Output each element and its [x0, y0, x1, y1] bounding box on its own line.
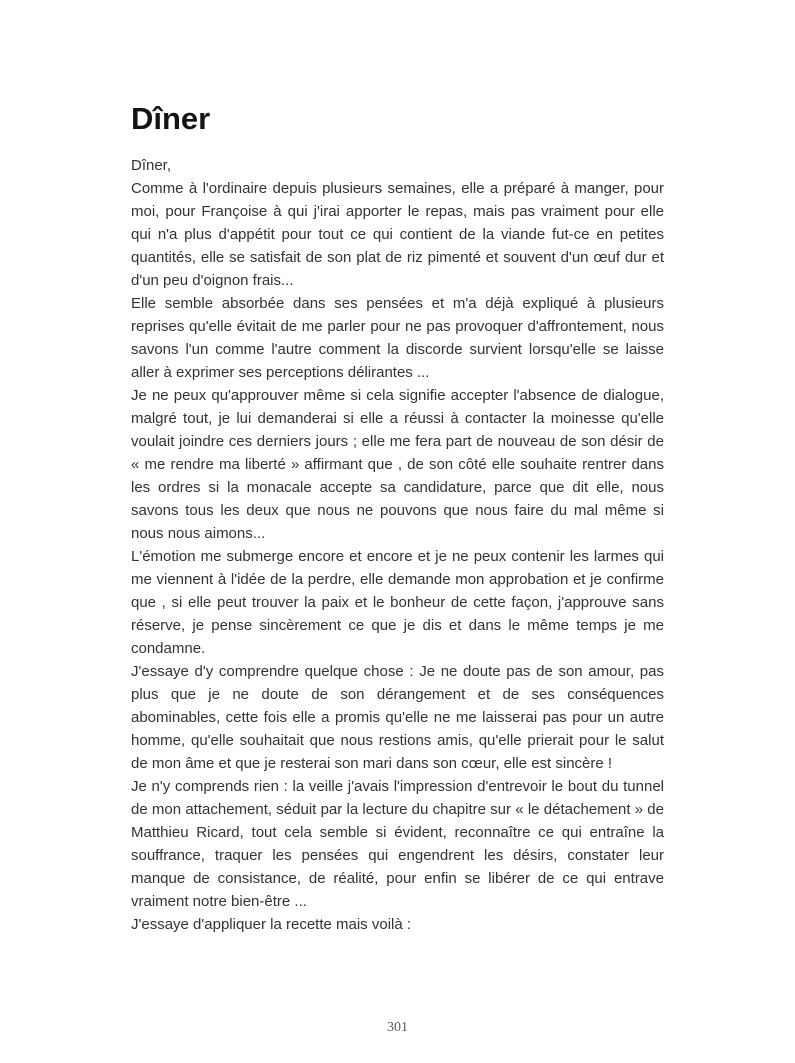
page-number: 301	[387, 1020, 408, 1035]
paragraph: Je ne peux qu'approuver même si cela signifie accepter l'absence de dialogue, malgré tout, je lui demanderai si elle a réussi à contacter la moinesse qu'elle voulait joindre ces derniers jours ; elle me fera part de nouveau de son désir de « me rendre ma liberté » affirmant que , de son côté elle souhaite rentrer dans les ordres si la monacale accepte sa candidature, parce que dit elle, nous savons tous les deux que nous ne pouvons que nous faire du mal même si nous nous aimons...	[131, 387, 664, 542]
body-text	[131, 154, 664, 936]
paragraph: Je n'y comprends rien : la veille j'avais l'impression d'entrevoir le bout du tunnel de mon attachement, séduit par la lecture du chapitre sur « le détachement » de Matthieu Ricard, tout cela semble si évident, reconnaître ce qui entraîne la souffrance, traquer les pensées qui engendrent les désirs, constater leur manque de consistance, de réalité, pour enfin se libérer de ce qui entrave vraiment notre bien-être ...	[131, 778, 664, 910]
paragraph: Dîner,	[131, 157, 172, 174]
paragraph: Elle semble absorbée dans ses pensées et m'a déjà expliqué à plusieurs reprises qu'elle évitait de me parler pour ne pas provoquer d'affrontement, nous savons l'un comme l'autre comment la discorde survient lorsqu'elle se laisse aller à exprimer ses perceptions délirantes ...	[131, 295, 664, 381]
paragraph: J'essaye d'y comprendre quelque chose : Je ne doute pas de son amour, pas plus que je ne doute de son dérangement et de ses conséquences abominables, cette fois elle a promis qu'elle ne me laisserai pas pour un autre homme, qu'elle souhaitait que nous restions amis, qu'elle prierait pour le salut de mon âme et que je resterai son mari dans son cœur, elle est sincère !	[131, 663, 664, 772]
chapter-title: Dîner	[131, 101, 211, 136]
paragraph: Comme à l'ordinaire depuis plusieurs semaines, elle a préparé à manger, pour moi, pour Françoise à qui j'irai apporter le repas, mais pas vraiment pour elle qui n'a plus d'appétit pour tout ce qui contient de la viande fut-ce en petites quantités, elle se satisfait de son plat de riz pimenté et souvent d'un œuf dur et d'un peu d'oignon frais...	[131, 180, 664, 289]
page-content	[131, 100, 664, 936]
paragraph: L'émotion me submerge encore et encore et je ne peux contenir les larmes qui me viennent à l'idée de la perdre, elle demande mon approbation et je confirme que , si elle peut trouver la paix et le bonheur de cette façon, j'approuve sans réserve, je pense sincèrement ce que je dis et dans le même temps je me condamne.	[131, 548, 664, 657]
paragraph: J'essaye d'appliquer la recette mais voilà :	[131, 916, 412, 933]
